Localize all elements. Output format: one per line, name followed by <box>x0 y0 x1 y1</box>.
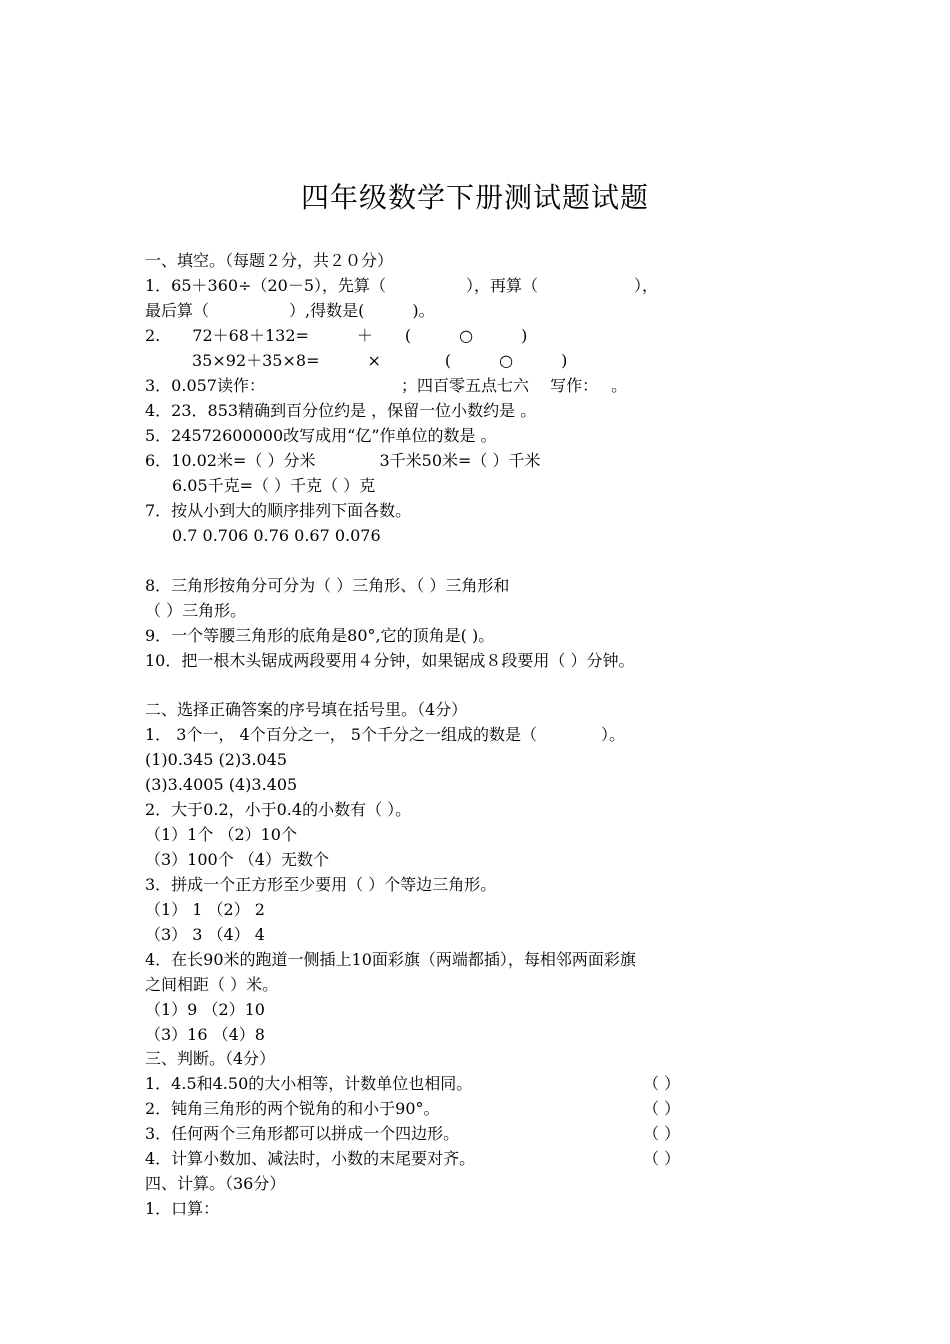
question-2-4: 4．在长90米的跑道一侧插上10面彩旗（两端都插），每相邻两面彩旗 <box>145 950 636 969</box>
question-1-1: 1．65＋360÷（20－5），先算（ ），再算（ ）， <box>145 276 659 295</box>
question-1-7-numbers: 0.7 0.706 0.76 0.67 0.076 <box>172 526 381 545</box>
question-2-3-options-a: （1） 1 （2） 2 <box>145 900 265 919</box>
answer-bracket: （ ） <box>643 1074 681 1093</box>
question-2-4-cont: 之间相距（ ）米。 <box>145 975 279 994</box>
section-4-heading: 四、计算。（36分） <box>145 1174 286 1193</box>
question-1-7: 7．按从小到大的顺序排列下面各数。 <box>145 501 412 520</box>
question-2-2-options-a: （1）1个 （2）10个 <box>145 825 297 844</box>
answer-bracket: （ ） <box>643 1099 681 1118</box>
question-3-1: 1．4.5和4.50的大小相等，计数单位也相同。 <box>145 1074 473 1093</box>
question-1-8-cont: （ ）三角形。 <box>145 601 247 620</box>
question-3-4: 4．计算小数加、减法时，小数的末尾要对齐。 <box>145 1149 476 1168</box>
question-1-10: 10．把一根木头锯成两段要用４分钟，如果锯成８段要用（ ）分钟。 <box>145 651 635 670</box>
question-1-2: 2. 72＋68＋132= ＋ ( ○ ) <box>145 326 528 345</box>
question-2-1: 1． 3个一， 4个百分之一， 5个千分之一组成的数是（ ）。 <box>145 725 625 744</box>
question-2-4-options-b: （3）16 （4）8 <box>145 1025 265 1044</box>
question-1-4: 4．23．853精确到百分位约是 ，保留一位小数约是 。 <box>145 401 537 420</box>
question-2-2: 2．大于0.2，小于0.4的小数有（ ）。 <box>145 800 412 819</box>
question-3-2: 2．钝角三角形的两个锐角的和小于90°。 <box>145 1099 440 1118</box>
question-1-1-cont: 最后算（ ）,得数是( )。 <box>145 301 435 320</box>
question-1-3: 3．0.057读作： ；四百零五点七六 写作： 。 <box>145 376 628 395</box>
question-2-2-options-b: （3）100个 （4）无数个 <box>145 850 329 869</box>
answer-bracket: （ ） <box>643 1149 681 1168</box>
question-2-4-options-a: （1）9 （2）10 <box>145 1000 265 1019</box>
question-2-3: 3．拼成一个正方形至少要用（ ）个等边三角形。 <box>145 875 497 894</box>
answer-bracket: （ ） <box>643 1124 681 1143</box>
section-2-heading: 二、选择正确答案的序号填在括号里。（4分） <box>145 700 468 719</box>
question-1-6-cont: 6.05千克=（ ）千克（ ）克 <box>172 476 376 495</box>
section-3-heading: 三、判断。（4分） <box>145 1049 276 1068</box>
question-1-5: 5．24572600000改写成用“亿”作单位的数是 。 <box>145 426 497 445</box>
question-2-3-options-b: （3） 3 （4） 4 <box>145 925 265 944</box>
page-title: 四年级数学下册测试题试题 <box>300 181 649 214</box>
question-1-8: 8．三角形按角分可分为（ ）三角形、（ ）三角形和 <box>145 576 510 595</box>
question-4-1: 1．口算： <box>145 1199 220 1218</box>
question-1-2-cont: 35×92＋35×8= × ( ○ ) <box>192 351 568 370</box>
question-1-6: 6．10.02米=（ ）分米 3千米50米=（ ）千米 <box>145 451 541 470</box>
question-2-1-options-b: (3)3.4005 (4)3.405 <box>145 775 298 794</box>
question-3-3: 3．任何两个三角形都可以拼成一个四边形。 <box>145 1124 460 1143</box>
question-2-1-options-a: (1)0.345 (2)3.045 <box>145 750 288 769</box>
section-1-heading: 一、填空。（每题２分，共２０分） <box>145 251 394 270</box>
question-1-9: 9．一个等腰三角形的底角是80°,它的顶角是( )。 <box>145 626 495 645</box>
